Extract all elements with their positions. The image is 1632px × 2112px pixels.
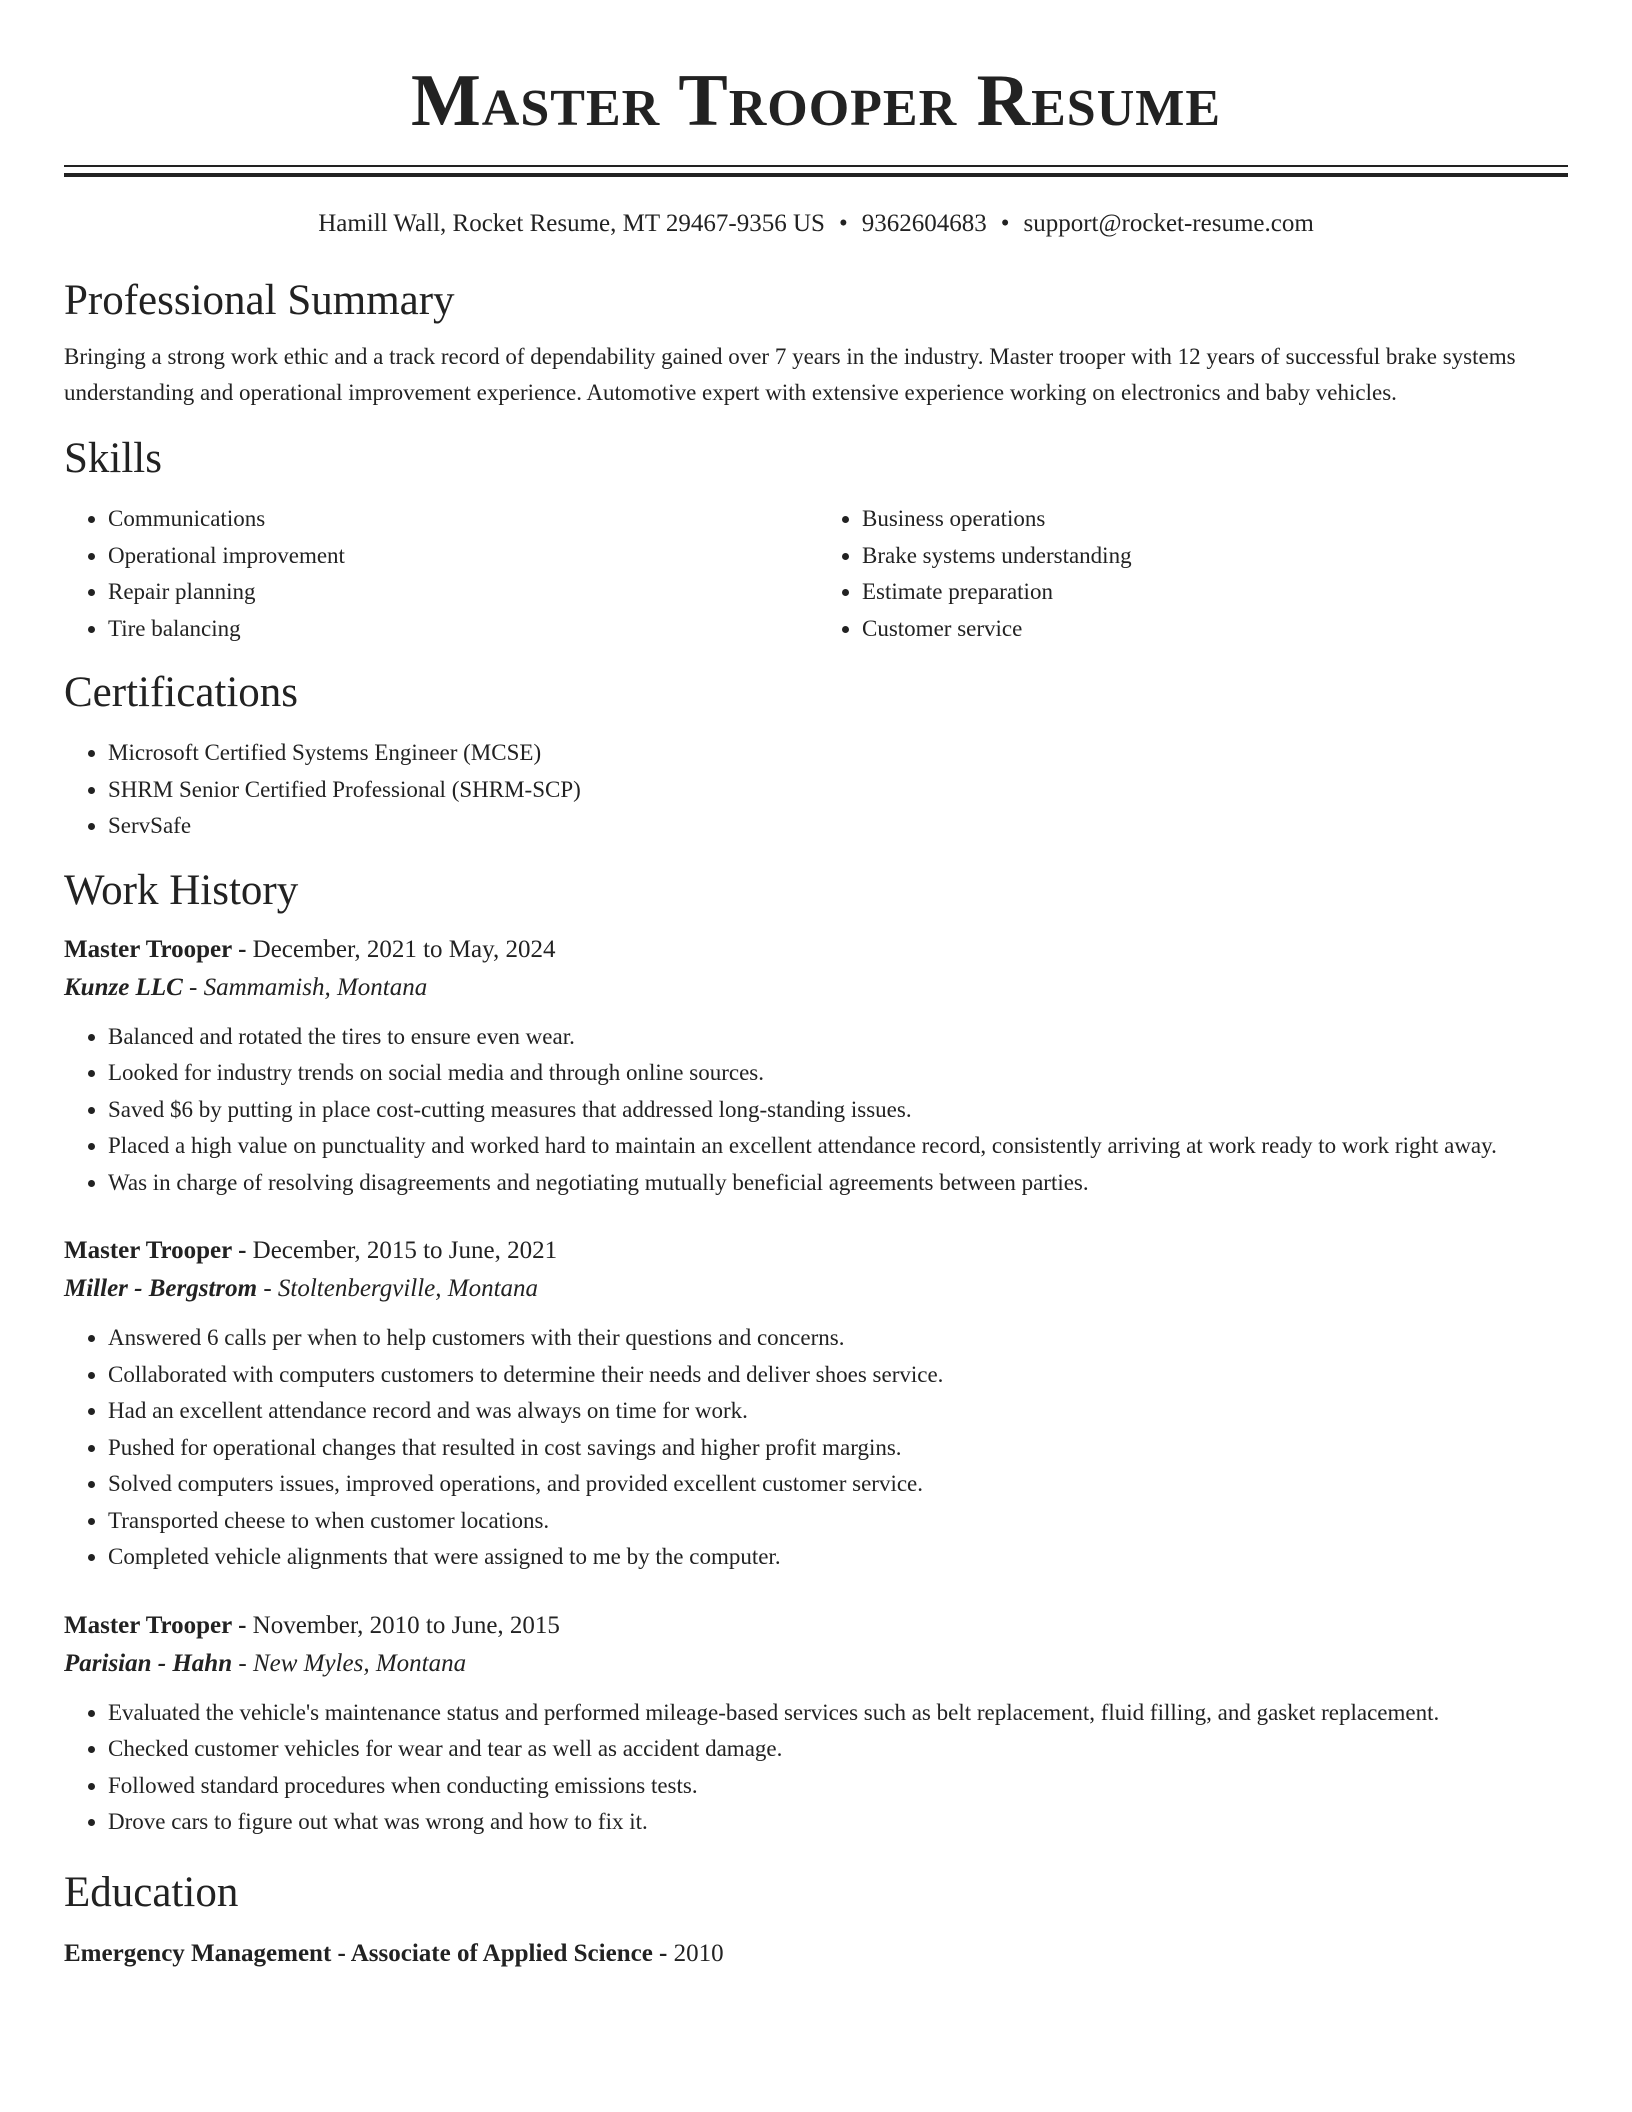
skill-item: • Business operations: [862, 501, 1568, 538]
certifications-list: [64, 735, 1568, 845]
job-entry: [64, 1232, 1568, 1576]
skill-item: • Customer service: [862, 611, 1568, 648]
job-title: Master Trooper: [64, 1611, 232, 1639]
job-company-line: [64, 1645, 1568, 1683]
summary-heading: Professional Summary: [64, 277, 455, 324]
job-dash: -: [257, 1275, 278, 1302]
job-dates: December, 2021 to May, 2024: [252, 935, 556, 963]
job-duty: • Transported cheese to when customer locations.: [108, 1503, 1568, 1540]
skills-heading: Skills: [64, 435, 162, 482]
job-duty: • Saved $6 by putting in place cost-cutting measures that addressed long-standing issues.: [108, 1092, 1568, 1129]
resume-title: Master Trooper Resume: [410, 60, 1222, 142]
skill-item: • Estimate preparation: [862, 574, 1568, 611]
job-duty: • Drove cars to figure out what was wrong and how to fix it.: [108, 1804, 1568, 1841]
job-duties: [64, 1019, 1568, 1202]
job-duty: • Balanced and rotated the tires to ensure even wear.: [108, 1019, 1568, 1056]
education-degree: Emergency Management - Associate of Applied Science: [64, 1939, 653, 1967]
skill-item: • Tire balancing: [108, 611, 814, 648]
contact-phone[interactable]: 9362604683: [861, 210, 987, 237]
job-location: New Myles, Montana: [252, 1649, 467, 1677]
contact-email[interactable]: support@rocket-resume.com: [1023, 210, 1314, 237]
title-divider: [64, 165, 1568, 177]
contact-separator: •: [838, 210, 848, 237]
job-duty: • Answered 6 calls per when to help customers with their questions and concerns.: [108, 1320, 1568, 1357]
job-dates: November, 2010 to June, 2015: [252, 1611, 560, 1639]
skill-item: • Communications: [108, 501, 814, 538]
contact-separator: •: [1000, 210, 1010, 237]
job-company: Miller - Bergstrom: [64, 1275, 258, 1302]
job-dash: -: [231, 1611, 253, 1639]
certifications-heading: Certifications: [64, 669, 299, 716]
summary-text: Bringing a strong work ethic and a track record of dependability gained over 7 years in the industry. Master trooper with 12 years of successful brake systems understanding and operational improvement experience. Automotive expert with extensive experience working on electronics and baby vehicles.: [64, 344, 1516, 405]
job-duties: [64, 1695, 1568, 1841]
job-dash: -: [231, 935, 253, 963]
job-dash: -: [231, 1237, 253, 1264]
job-duty: • Solved computers issues, improved operations, and provided excellent customer service.: [108, 1466, 1568, 1503]
skill-item: • Brake systems understanding: [862, 538, 1568, 575]
education-entry: [64, 1935, 1568, 1973]
job-duty: • Completed vehicle alignments that were assigned to me by the computer.: [108, 1539, 1568, 1576]
contact-line: [64, 208, 1568, 240]
job-duty: • Had an excellent attendance record and was always on time for work.: [108, 1393, 1568, 1430]
job-header: [64, 1232, 1568, 1270]
job-company-line: [64, 1270, 1568, 1308]
job-dates: December, 2015 to June, 2021: [252, 1237, 558, 1264]
job-company-line: [64, 969, 1568, 1007]
job-duty: • Looked for industry trends on social media and through online sources.: [108, 1055, 1568, 1092]
job-header: [64, 1607, 1568, 1645]
education-year: 2010: [673, 1939, 724, 1967]
contact-address: Hamill Wall, Rocket Resume, MT 29467-9356 US: [318, 210, 825, 237]
job-entry: [64, 1607, 1568, 1841]
job-dash: -: [232, 1649, 253, 1677]
job-title: Master Trooper: [64, 1237, 232, 1264]
job-location: Stoltenbergville, Montana: [277, 1275, 539, 1302]
job-duty: • Was in charge of resolving disagreements and negotiating mutually beneficial agreements between parties.: [108, 1165, 1568, 1202]
certification-item: • ServSafe: [108, 808, 1568, 845]
job-duty: • Checked customer vehicles for wear and tear as well as accident damage.: [108, 1731, 1568, 1768]
job-duty: • Evaluated the vehicle's maintenance status and performed mileage-based services such as belt replacement, fluid filling, and gasket replacement.: [108, 1695, 1568, 1732]
skills-list: [64, 501, 1568, 647]
job-duty: • Followed standard procedures when conducting emissions tests.: [108, 1768, 1568, 1805]
skills-column-right: [814, 501, 1568, 647]
skill-item: • Repair planning: [108, 574, 814, 611]
job-entry: [64, 931, 1568, 1202]
job-location: Sammamish, Montana: [203, 973, 428, 1001]
job-duties: [64, 1320, 1568, 1576]
job-company: Parisian - Hahn: [64, 1649, 233, 1677]
work-history-heading: Work History: [64, 866, 299, 914]
education-heading: Education: [64, 1868, 239, 1916]
job-header: [64, 931, 1568, 969]
skills-column-left: [64, 501, 814, 647]
job-duty: • Placed a high value on punctuality and worked hard to maintain an excellent attendance record, consistently arriving at work ready to work right away.: [108, 1128, 1568, 1165]
job-duty: • Collaborated with computers customers to determine their needs and deliver shoes service.: [108, 1357, 1568, 1394]
job-company: Kunze LLC: [64, 973, 183, 1001]
job-dash: -: [182, 973, 204, 1001]
education-dash: -: [652, 1939, 674, 1967]
certification-item: • Microsoft Certified Systems Engineer (MCSE): [108, 735, 1568, 772]
job-duty: • Pushed for operational changes that resulted in cost savings and higher profit margins.: [108, 1430, 1568, 1467]
certification-item: • SHRM Senior Certified Professional (SHRM-SCP): [108, 772, 1568, 809]
job-title: Master Trooper: [64, 935, 232, 963]
skill-item: • Operational improvement: [108, 538, 814, 575]
